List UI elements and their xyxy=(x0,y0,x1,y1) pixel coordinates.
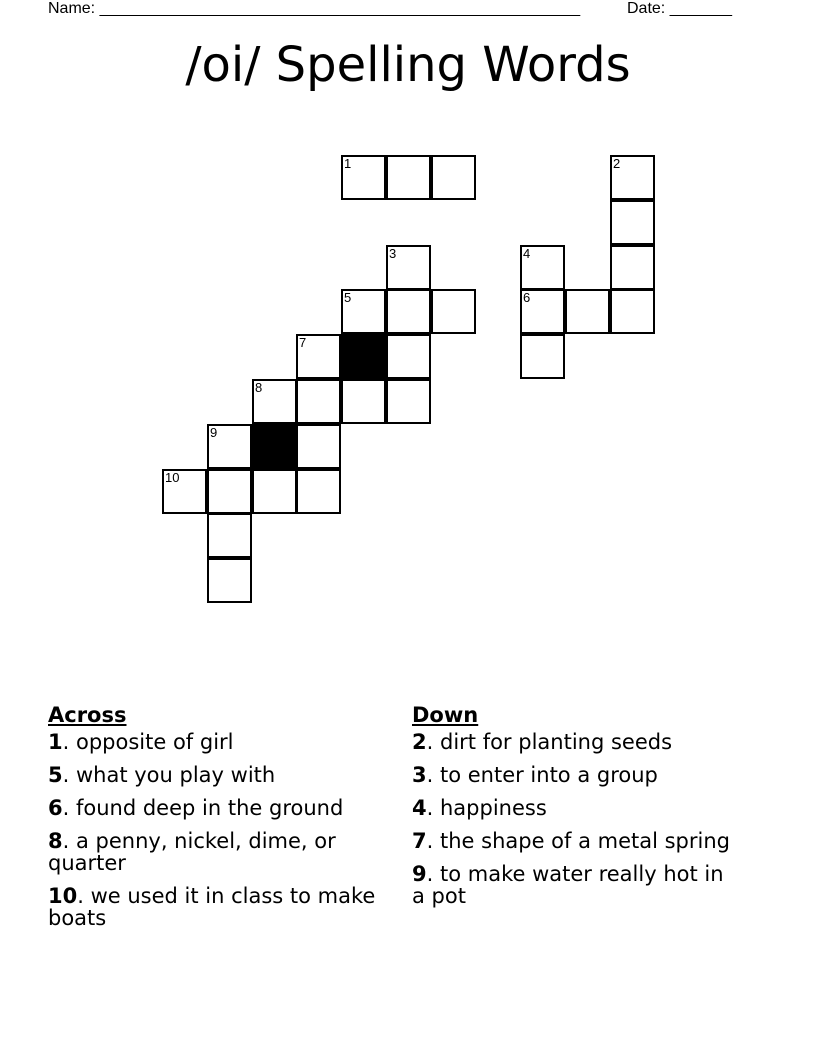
clue-down-4: 4. happiness xyxy=(412,796,547,820)
crossword-cell[interactable] xyxy=(252,379,297,424)
clue-down-3: 3. to enter into a group xyxy=(412,763,658,787)
cell-number: 1 xyxy=(344,156,352,171)
crossword-cell[interactable] xyxy=(610,155,655,200)
crossword-cell[interactable] xyxy=(207,469,252,514)
clue-text: the shape of a metal spring xyxy=(439,829,730,853)
clue-number: 3 xyxy=(412,763,427,787)
crossword-cell[interactable] xyxy=(386,155,431,200)
clue-text: opposite of girl xyxy=(75,730,234,754)
date-line: Date: _______ xyxy=(627,0,732,17)
crossword-cell[interactable] xyxy=(252,469,297,514)
clue-number: 2 xyxy=(412,730,427,754)
clue-number: 7 xyxy=(412,829,427,853)
cell-number: 4 xyxy=(523,246,531,261)
cell-number: 8 xyxy=(255,380,263,395)
across-clues xyxy=(48,703,378,940)
down-heading: Down xyxy=(412,703,479,727)
clue-across-1: 1. opposite of girl xyxy=(48,730,234,754)
crossword-cell[interactable] xyxy=(162,469,207,514)
clue-across-5: 5. what you play with xyxy=(48,763,276,787)
clue-number: 5 xyxy=(48,763,63,787)
cell-number: 6 xyxy=(523,290,531,305)
crossword-cell[interactable] xyxy=(341,155,386,200)
clue-number: 6 xyxy=(48,796,63,820)
cell-number: 10 xyxy=(165,470,180,485)
clue-text: to enter into a group xyxy=(439,763,658,787)
clue-number: 4 xyxy=(412,796,427,820)
crossword-black-cell xyxy=(341,334,386,379)
clue-text: what you play with xyxy=(75,763,276,787)
clue-text: dirt for planting seeds xyxy=(439,730,673,754)
down-clues xyxy=(412,703,742,918)
clue-across-10: 10. we used it in class to make boats xyxy=(48,884,376,930)
clue-number: 10 xyxy=(48,884,78,908)
crossword-cell[interactable] xyxy=(386,289,431,334)
crossword-cell[interactable] xyxy=(296,424,341,469)
clue-text: a penny, nickel, dime, or quarter xyxy=(48,829,336,875)
clue-across-6: 6. found deep in the ground xyxy=(48,796,344,820)
crossword-cell[interactable] xyxy=(207,513,252,558)
crossword-cell[interactable] xyxy=(431,289,476,334)
crossword-cell[interactable] xyxy=(610,245,655,290)
clue-number: 9 xyxy=(412,862,427,886)
cell-number: 9 xyxy=(210,425,218,440)
clue-down-7: 7. the shape of a metal spring xyxy=(412,829,730,853)
cell-number: 3 xyxy=(389,246,397,261)
crossword-cell[interactable] xyxy=(386,334,431,379)
crossword-cell[interactable] xyxy=(341,379,386,424)
clue-down-9: 9. to make water really hot in a pot xyxy=(412,862,724,908)
clue-text: we used it in class to make boats xyxy=(48,884,376,930)
crossword-cell[interactable] xyxy=(565,289,610,334)
across-heading: Across xyxy=(48,703,127,727)
cell-number: 2 xyxy=(613,156,621,171)
crossword-cell[interactable] xyxy=(520,334,565,379)
clue-number: 8 xyxy=(48,829,63,853)
crossword-cell[interactable] xyxy=(520,289,565,334)
name-line: Name: ______________________________________________________ xyxy=(48,0,581,17)
crossword-cell[interactable] xyxy=(207,424,252,469)
crossword-cell[interactable] xyxy=(431,155,476,200)
clue-text: to make water really hot in a pot xyxy=(412,862,724,908)
cell-number: 7 xyxy=(299,335,307,350)
crossword-cell[interactable] xyxy=(610,200,655,245)
crossword-cell[interactable] xyxy=(610,289,655,334)
clue-text: happiness xyxy=(439,796,547,820)
cell-number: 5 xyxy=(344,290,352,305)
crossword-cell[interactable] xyxy=(386,245,431,290)
crossword-cell[interactable] xyxy=(296,379,341,424)
crossword-cell[interactable] xyxy=(296,334,341,379)
clue-across-8: 8. a penny, nickel, dime, or quarter xyxy=(48,829,336,875)
clue-text: found deep in the ground xyxy=(75,796,344,820)
crossword-cell[interactable] xyxy=(341,289,386,334)
page-title: /oi/ Spelling Words xyxy=(185,37,631,93)
clue-down-2: 2. dirt for planting seeds xyxy=(412,730,673,754)
crossword-cell[interactable] xyxy=(386,379,431,424)
crossword-cell[interactable] xyxy=(207,558,252,603)
crossword-black-cell xyxy=(252,424,297,469)
crossword-cell[interactable] xyxy=(296,469,341,514)
clue-number: 1 xyxy=(48,730,63,754)
crossword-cell[interactable] xyxy=(520,245,565,290)
